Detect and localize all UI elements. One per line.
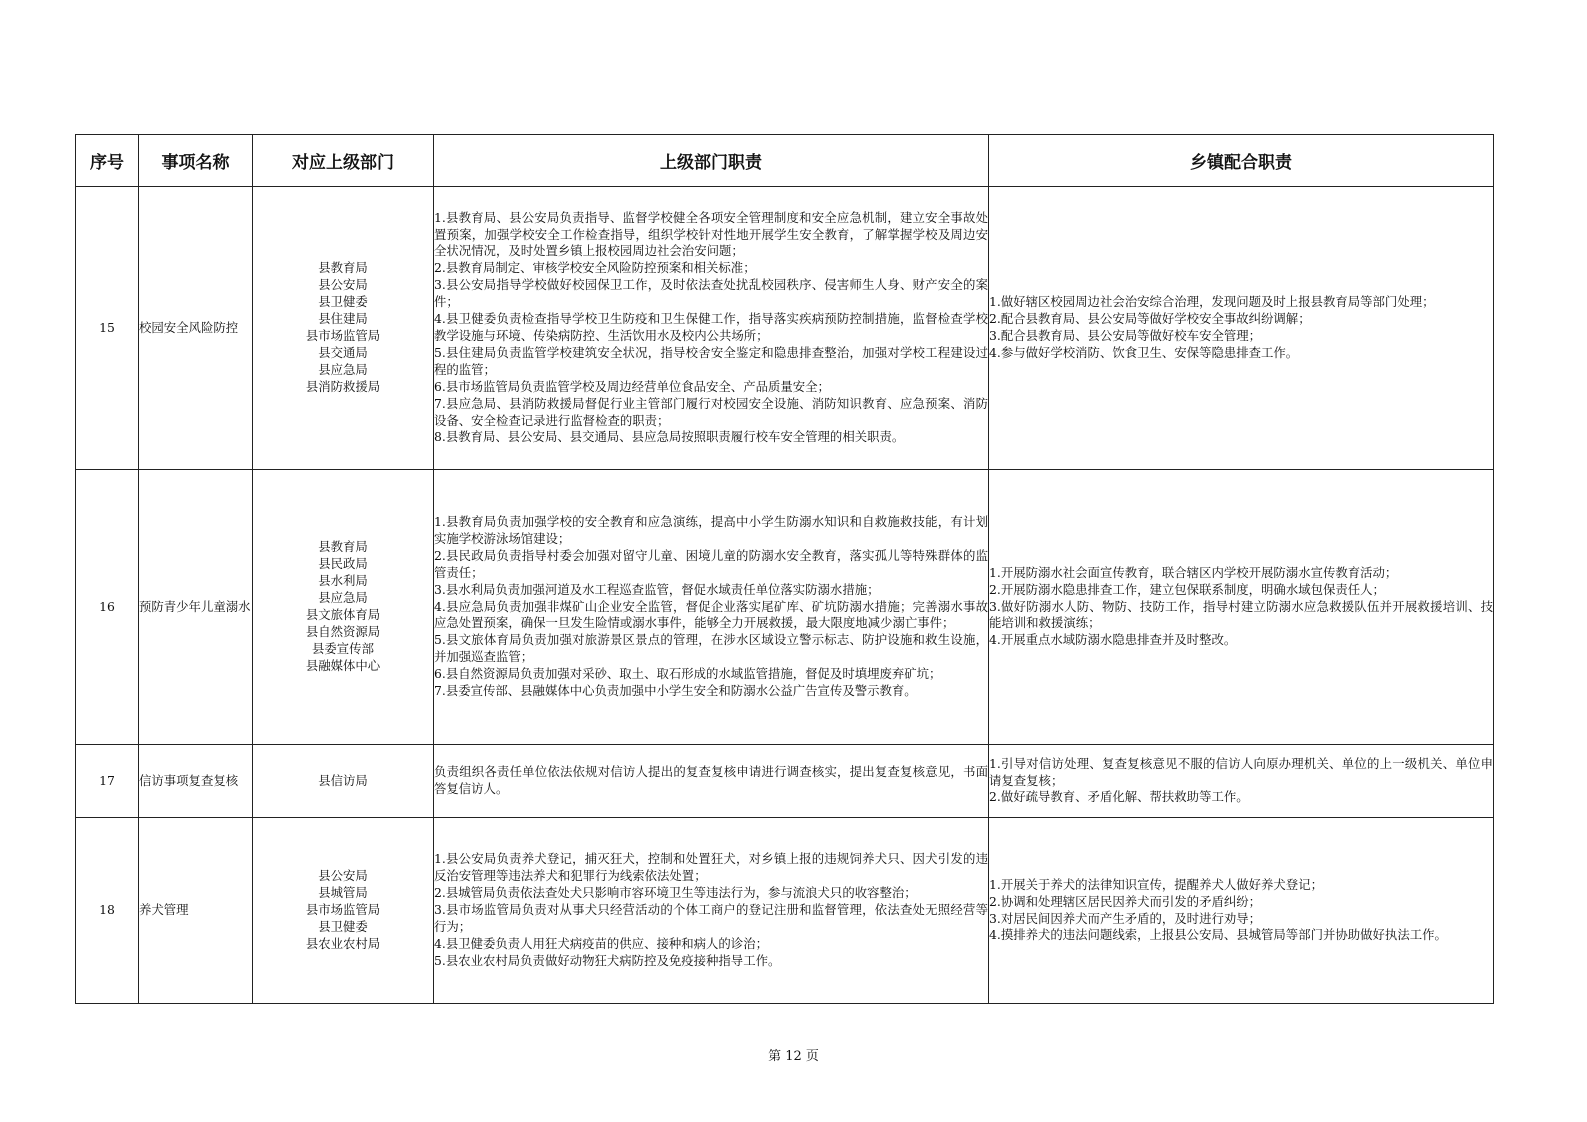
table-row xyxy=(76,470,1494,745)
dept-list xyxy=(253,470,434,745)
dept-item: 县自然资源局 xyxy=(305,623,381,639)
dept-item: 县教育局 xyxy=(318,260,368,276)
duty-item: 2.县教育局制定、审核学校安全风险防控预案和相关标准； xyxy=(434,260,756,276)
dept-item: 县信访局 xyxy=(318,772,368,788)
town-duties xyxy=(989,818,1494,1004)
dept-item: 县公安局 xyxy=(318,277,368,293)
dept-item: 县水利局 xyxy=(318,573,368,589)
duty-item: 1.开展防溺水社会面宣传教育，联合辖区内学校开展防溺水宣传教育活动； xyxy=(989,564,1398,580)
town-duties xyxy=(989,187,1494,470)
town-duties xyxy=(989,745,1494,818)
header-upper-duties: 上级部门职责 xyxy=(434,135,989,187)
duty-item: 7.县应急局、县消防救援局督促行业主管部门履行对校园安全设施、消防知识教育、应急预案、消防设备、安全检查记录进行监督检查的职责； xyxy=(434,395,988,428)
duty-item: 3.县市场监管局负责对从事犬只经营活动的个体工商户的登记注册和监督管理，依法查处无照经营等行为； xyxy=(434,902,988,934)
dept-item: 县文旅体育局 xyxy=(305,607,381,622)
dept-item: 县市场监管局 xyxy=(305,328,381,343)
header-upper-dept: 对应上级部门 xyxy=(253,135,434,187)
dept-item: 县卫健委 xyxy=(318,294,368,310)
duty-item: 2.做好疏导教育、矛盾化解、帮扶救助等工作。 xyxy=(989,789,1249,805)
table-header-row xyxy=(76,135,1494,187)
header-no: 序号 xyxy=(76,135,139,187)
duty-table xyxy=(75,134,1494,1004)
duty-item: 1.县教育局负责加强学校的安全教育和应急演练，提高中小学生防溺水知识和自救施救技能，有计划实施学校游泳场馆建设； xyxy=(434,514,988,546)
duty-item: 4.县应急局负责加强非煤矿山企业安全监管，督促企业落实尾矿库、矿坑防溺水措施；完善溺水事故应急处置预案，确保一旦发生险情或溺水事件，能够全力开展救援，最大限度地减少溺亡事件； xyxy=(434,598,988,631)
dept-item: 县应急局 xyxy=(318,361,368,377)
upper-duties xyxy=(434,818,989,1004)
item-name: 信访事项复查复核 xyxy=(139,745,253,818)
upper-duties xyxy=(434,470,989,745)
duty-item: 4.县卫健委负责人用狂犬病疫苗的供应、接种和病人的诊治； xyxy=(434,935,768,951)
dept-item: 县应急局 xyxy=(318,590,368,606)
dept-item: 县公安局 xyxy=(318,868,368,884)
duty-item: 8.县教育局、县公安局、县交通局、县应急局按照职责履行校车安全管理的相关职责。 xyxy=(434,429,905,445)
duty-item: 5.县住建局负责监管学校建筑安全状况，指导校舍安全鉴定和隐患排查整治，加强对学校工程建设过程的监管； xyxy=(434,344,988,377)
duty-item: 4.开展重点水域防溺水隐患排查并及时整改。 xyxy=(989,632,1237,648)
dept-item: 县农业农村局 xyxy=(305,935,381,951)
duty-item: 1.引导对信访处理、复查复核意见不服的信访人向原办理机关、单位的上一级机关、单位申请复查复核； xyxy=(989,755,1493,788)
dept-item: 县委宣传部 xyxy=(312,640,374,656)
header-town-duties: 乡镇配合职责 xyxy=(989,135,1494,187)
dept-item: 县交通局 xyxy=(318,344,368,360)
table-row xyxy=(76,818,1494,1004)
dept-item: 县住建局 xyxy=(318,311,368,327)
duty-item: 5.县农业农村局负责做好动物狂犬病防控及免疫接种指导工作。 xyxy=(434,952,781,968)
upper-duties xyxy=(434,745,989,818)
duty-item: 3.做好防溺水人防、物防、技防工作，指导村建立防溺水应急救援队伍并开展救援培训、技能培训和救援演练； xyxy=(989,598,1493,631)
dept-list xyxy=(253,745,434,818)
dept-item: 县市场监管局 xyxy=(305,902,381,918)
duty-item: 2.配合县教育局、县公安局等做好学校安全事故纠纷调解； xyxy=(989,311,1311,327)
duty-item: 6.县市场监管局负责监管学校及周边经营单位食品安全、产品质量安全； xyxy=(434,378,830,394)
dept-item: 县消防救援局 xyxy=(305,378,381,394)
duty-item: 1.做好辖区校园周边社会治安综合治理，发现问题及时上报县教育局等部门处理； xyxy=(989,294,1435,310)
row-number: 17 xyxy=(76,745,139,818)
item-name: 预防青少年儿童溺水 xyxy=(139,470,253,745)
duty-item: 1.开展关于养犬的法律知识宣传，提醒养犬人做好养犬登记； xyxy=(989,876,1323,892)
duty-item: 4.县卫健委负责检查指导学校卫生防疫和卫生保健工作，指导落实疾病预防控制措施，监督检查学校教学设施与环境、传染病防控、生活饮用水及校内公共场所； xyxy=(434,311,988,343)
duty-item: 2.开展防溺水隐患排查工作，建立包保联系制度，明确水域包保责任人； xyxy=(989,581,1385,597)
duty-item: 4.参与做好学校消防、饮食卫生、安保等隐患排查工作。 xyxy=(989,344,1299,360)
table-row xyxy=(76,745,1494,818)
item-name: 养犬管理 xyxy=(139,818,253,1004)
header-item-name: 事项名称 xyxy=(139,135,253,187)
duty-item: 2.县民政局负责指导村委会加强对留守儿童、困境儿童的防溺水安全教育，落实孤儿等特殊群体的监管责任； xyxy=(434,547,988,580)
duty-item: 3.县公安局指导学校做好校园保卫工作，及时依法查处扰乱校园秩序、侵害师生人身、财产安全的案件； xyxy=(434,277,988,310)
dept-item: 县民政局 xyxy=(318,556,368,572)
duty-item: 7.县委宣传部、县融媒体中心负责加强中小学生安全和防溺水公益广告宣传及警示教育。 xyxy=(434,683,917,699)
duty-item: 3.县水利局负责加强河道及水工程巡查监管，督促水域责任单位落实防溺水措施； xyxy=(434,581,880,597)
dept-item: 县城管局 xyxy=(318,885,368,901)
duty-item: 5.县文旅体育局负责加强对旅游景区景点的管理，在涉水区域设立警示标志、防护设施和救生设施，并加强巡查监管； xyxy=(434,632,988,665)
duty-item: 1.县教育局、县公安局负责指导、监督学校健全各项安全管理制度和安全应急机制，建立安全事故处置预案，加强学校安全工作检查指导，组织学校针对性地开展学生安全教育，了解掌握学校及周边安全状况情况，及时处置乡镇上报校园周边社会治安问题； xyxy=(434,209,988,259)
duty-item: 2.协调和处理辖区居民因养犬而引发的矛盾纠纷； xyxy=(989,893,1262,909)
duty-item: 3.对居民间因养犬而产生矛盾的，及时进行劝导； xyxy=(989,910,1262,926)
upper-duties xyxy=(434,187,989,470)
duty-item: 2.县城管局负责依法查处犬只影响市容环境卫生等违法行为，参与流浪犬只的收容整治； xyxy=(434,885,917,901)
page-number: 第 12 页 xyxy=(768,1049,819,1064)
row-number: 16 xyxy=(76,470,139,745)
dept-item: 县融媒体中心 xyxy=(305,657,381,673)
dept-list xyxy=(253,818,434,1004)
duty-item: 4.摸排养犬的违法问题线索，上报县公安局、县城管局等部门并协助做好执法工作。 xyxy=(989,927,1447,943)
row-number: 18 xyxy=(76,818,139,1004)
table-row xyxy=(76,187,1494,470)
dept-list xyxy=(253,187,434,470)
item-name: 校园安全风险防控 xyxy=(139,187,253,470)
row-number: 15 xyxy=(76,187,139,470)
duty-item: 负责组织各责任单位依法依规对信访人提出的复查复核申请进行调查核实，提出复查复核意见，书面答复信访人。 xyxy=(434,764,988,796)
dept-item: 县教育局 xyxy=(318,539,368,555)
town-duties xyxy=(989,470,1494,745)
dept-item: 县卫健委 xyxy=(318,918,368,934)
duty-item: 3.配合县教育局、县公安局等做好校车安全管理； xyxy=(989,328,1262,343)
duty-item: 1.县公安局负责养犬登记，捕灭狂犬，控制和处置狂犬，对乡镇上报的违规饲养犬只、因犬引发的违反治安管理等违法养犬和犯罪行为线索依法处置； xyxy=(434,851,988,884)
duty-item: 6.县自然资源局负责加强对采砂、取土、取石形成的水域监管措施，督促及时填埋废弃矿坑； xyxy=(434,666,942,682)
